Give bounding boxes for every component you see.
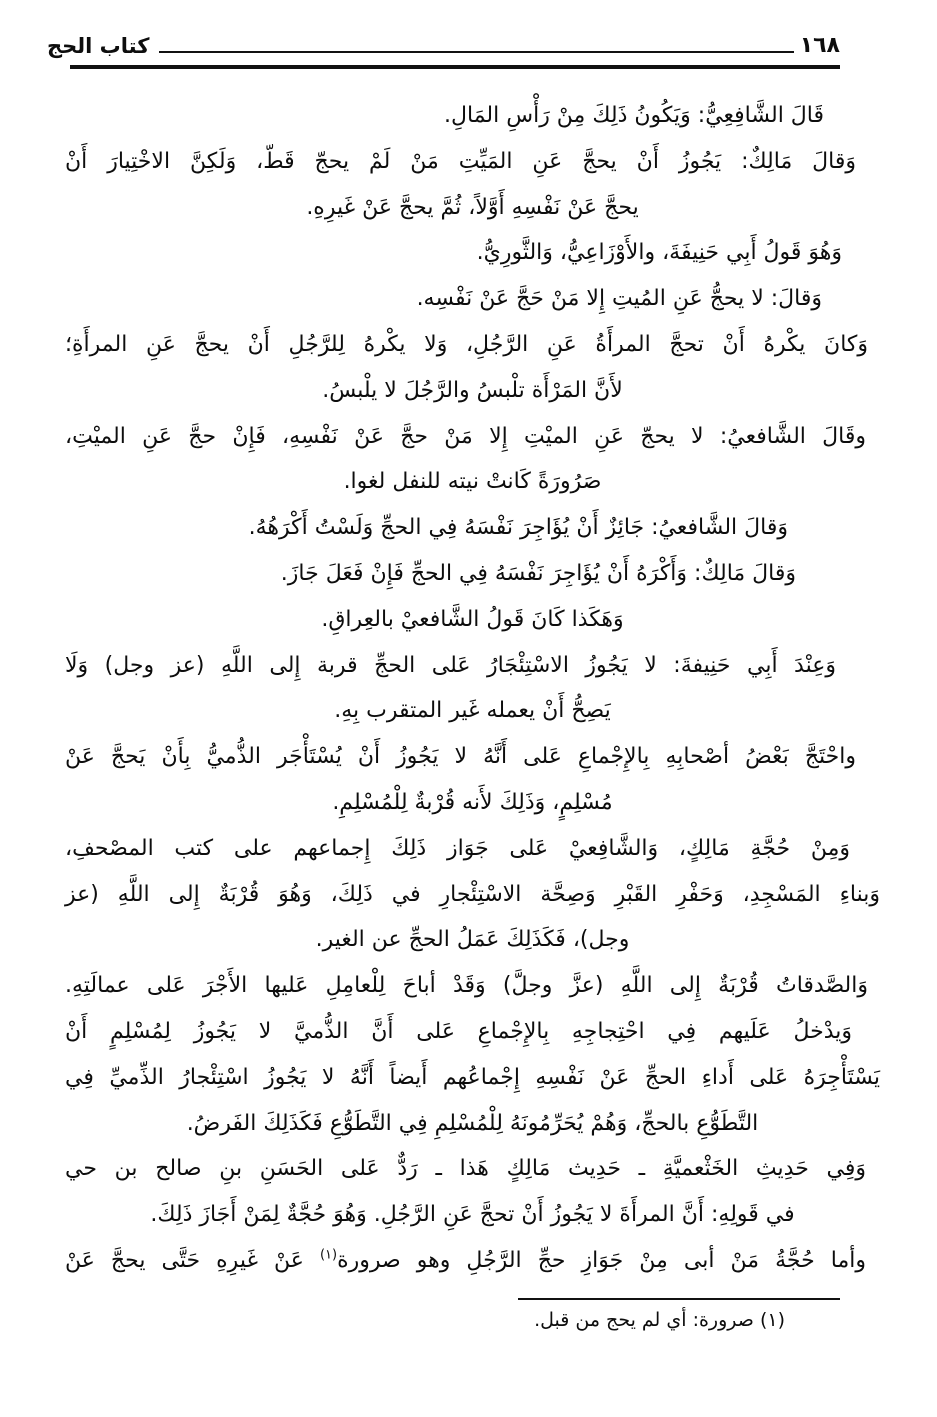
- text-line: لأَنَّ المَرْأَة تلْبسُ والرَّجُلَ لا يلْبسُ.: [322, 377, 623, 403]
- footnote-section: [65, 1298, 880, 1331]
- text-line: مُسْلِمٍ، وَذَلِكَ لأَنه قُرْبةٌ لِلْمُسْلِمِ.: [332, 789, 613, 815]
- text-line: وَقالَ: لا يحجُّ عَنِ المُيتِ إِلا مَنْ حَجَّ عَنْ نَفْسِه.: [416, 286, 822, 312]
- text-line: وأما حُجَّةُ مَنْ أبى مِنْ جَوَازِ حجِّ الرَّجُلِ وهو صرورة$^{(١)}$ عَنْ غَيرِهِ حَتَّى يحجَّ عَنْ: [65, 1247, 867, 1273]
- text-line: وَهُوَ قَولُ أَبِي حَنِيفَةَ، والأَوْزَاعِيُّ، وَالثَّورِيُّ.: [476, 240, 842, 266]
- text-line: يَصِحُّ أَنْ يعمله غَير المتقرب بِهِ.: [334, 698, 611, 724]
- footnote-marker: (١): [319, 1247, 338, 1263]
- text-line: قَالَ الشَّافِعِيُّ: وَيَكُونُ ذَلِكَ مِنْ رَأْسِ المَالِ.: [444, 103, 824, 128]
- page-number: ١٦٨: [799, 33, 840, 58]
- header-rule: [159, 50, 793, 53]
- footnote-text: (١) صرورة: أي لم يحج من قبل.: [534, 1308, 785, 1331]
- text-line: وَعِنْدَ أَبِي حَنِيفةَ: لا يَجُوزُ الاسْتِئْجَارُ عَلى الحجِّ قربة إِلى اللَّهِ (عز وجل) وَلَا: [65, 652, 836, 678]
- text-line: واحْتَجَّ بَعْضُ أصْحابِهِ بِالإِجْماعِ عَلى أَنَّهُ لا يَجُوزُ أَنْ يُسْتَأْجَر الذُّميُّ بِأَنْ يَحجَّ عَنْ: [65, 744, 856, 770]
- text-line: وَبناءِ المَسْجِدِ، وَحَفْرِ القَبْرِ وَصِحَّة الاسْتِئْجارِ في ذَلِكَ، وَهُوَ قُرْبَةٌ إِلى اللَّهِ (عز: [65, 881, 880, 907]
- text-line: وَيدْخلُ عَلَيهم فِي احْتِجاجِهِ بِالإِجْماعِ عَلى أَنَّ الذُّميَّ لا يَجُوزُ لِمُسْلِمٍ أَنْ: [65, 1018, 852, 1044]
- text-line: وجل)، فَكَذَلِكَ عَمَلُ الحجِّ عن الغير.: [315, 927, 630, 953]
- text-line: التَّطَوُّعِ بالحجِّ، وَهُمْ يُحَرِّمُونَهُ لِلْمُسْلِمِ فِي التَّطَوُّعِ فَكَذَلِكَ الفَرضُ.: [186, 1110, 759, 1136]
- text-line: صَرُورَةً كَانتْ نيته للنفل لغوا.: [343, 469, 602, 495]
- book-page: [0, 28, 937, 1417]
- text-line: وَقالَ الشَّافعيُ: جَائِزٌ أَنْ يُؤَاجِرَ نَفْسَهُ فِي الحجِّ وَلَسْتُ أَكْرَهُهُ.: [248, 515, 788, 541]
- text-line: يَسْتَأْجِرَهُ عَلى أَداءِ الحجِّ عَنْ نَفْسِهِ إِجْماعُهم أَيضاً أَنَّهُ لا يَجُوزُ اسْتِئْجارُ الذِّميِّ فِي: [65, 1064, 880, 1090]
- text-line: وَمِنْ حُجَّةِ مَالِكٍ، وَالشَّافِعيْ عَلى جَوَاز ذَلِكَ إِجماعهم على كتب المصْحفِ،: [65, 835, 850, 861]
- page-header: [45, 28, 840, 58]
- text-line: وَفِي حَدِيثِ الخَثْعميَّةِ ـ حَدِيث مَالِكٍ هَذا ـ رَدٌّ عَلى الحَسَنِ بنِ صالح بن حي: [65, 1156, 866, 1182]
- text-line: وقَالَ الشَّافعيُ: لا يحجّ عَنِ الميْتِ إِلا مَنْ حجَّ عَنْ نَفْسِهِ، فَإِنْ حجَّ عَنِ الميْتِ،: [65, 423, 866, 449]
- book-title: كتاب الحج: [47, 34, 150, 58]
- text-line: في قَولِهِ: أَنَّ المرأَةَ لا يَجُوزُ أَنْ تحجَّ عَنِ الرَّجُلِ. وَهُوَ حُجَّةٌ لِمَنْ أَجَازَ ذَلِكَ.: [150, 1202, 795, 1228]
- text-line: وَكانَ يكْرهُ أَنْ تحجَّ المرأَةُ عَنِ الرَّجُلِ، وَلا يكْرهُ لِلرَّجُلِ أَنْ يحجَّ عَنِ المرأَةِ؛: [65, 331, 868, 357]
- text-line: وَقالَ مَالِكٌ: يَجُوزُ أَنْ يحجَّ عَنِ المَيِّتِ مَنْ لَمْ يحجّ قَطّ، وَلَكِنَّ الاخْتِيارَ أَنْ: [65, 148, 856, 174]
- text-line: وَقالَ مَالِكٌ: وَأَكْرَهُ أَنْ يُؤَاجِرَ نَفْسَهُ فِي الحجِّ فَإِنْ فَعَلَ جَازَ.: [280, 560, 796, 586]
- footnote-separator: [518, 1298, 840, 1300]
- header-thick-rule: [70, 65, 840, 69]
- text-line: وَالصَّدقاتُ قُرْبَةٌ إِلى اللَّهِ (عزَّ وجلَّ) وَقَدْ أباحَ لِلْعامِلِ عَليها الأَجْرَ عَلى عمالَتِهِ.: [65, 973, 868, 999]
- body-text: [65, 93, 880, 1284]
- text-line: يحجَّ عَنْ نَفْسِهِ أَوَّلاً، ثُمَّ يحجَّ عَنْ غَيرِهِ.: [306, 194, 639, 220]
- text-line: وَهَكَذا كَانَ قَولُ الشَّافعيْ بالعِراقِ.: [321, 606, 624, 632]
